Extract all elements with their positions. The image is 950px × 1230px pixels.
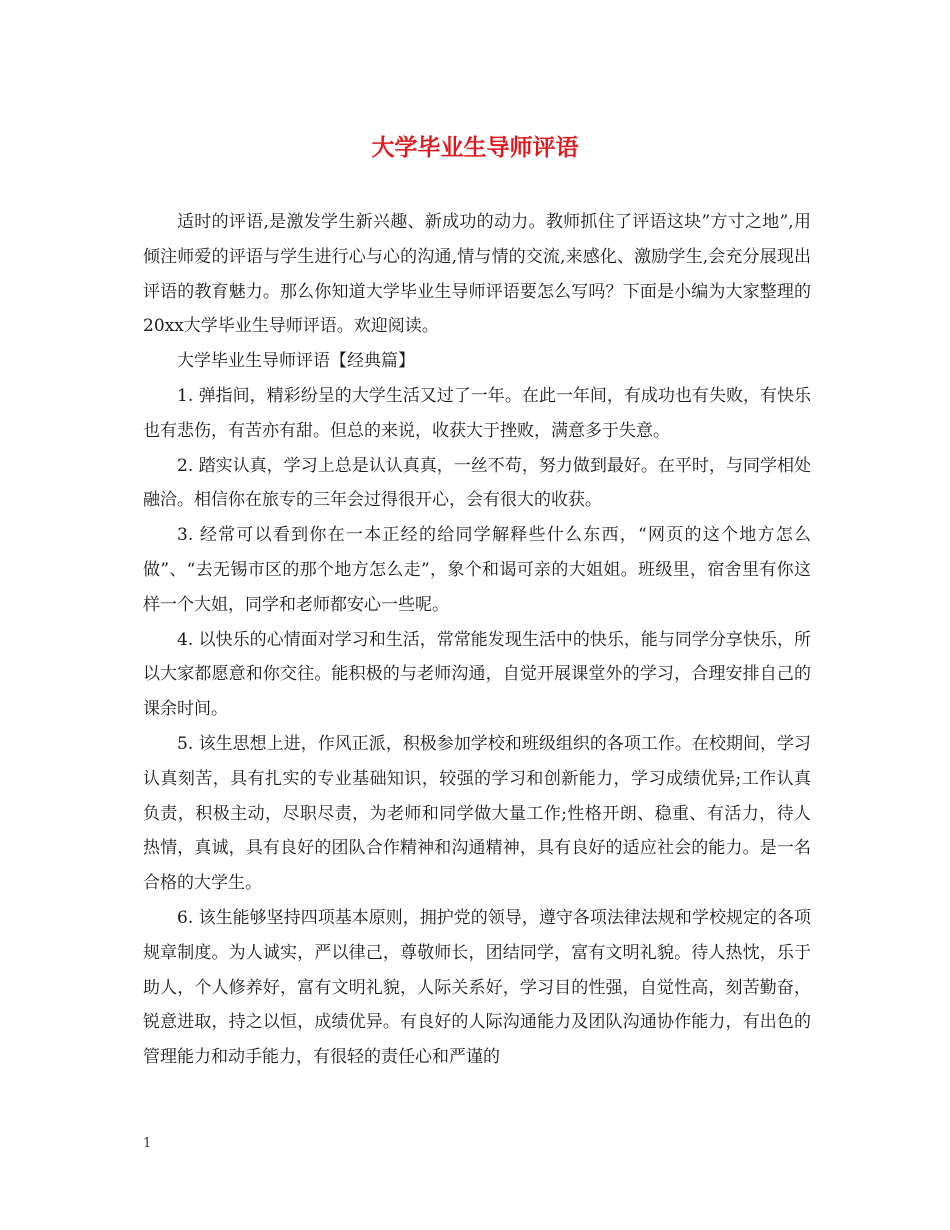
page-title: 大学毕业生导师评语 <box>371 134 579 161</box>
comment-paragraph-4: 4. 以快乐的心情面对学习和生活，常常能发现生活中的快乐，能与同学分享快乐，所以大家都愿意和你交往。能积极的与老师沟通，自觉开展课堂外的学习，合理安排自己的课余时间。 <box>143 629 811 720</box>
page-number: 1 <box>143 1136 152 1151</box>
comment-paragraph-5: 5. 该生思想上进，作风正派，积极参加学校和班级组织的各项工作。在校期间，学习认真刻苦，具有扎实的专业基础知识，较强的学习和创新能力，学习成绩优异;工作认真负责，积极主动，尽职尽责，为老师和同学做大量工作;性格开朗、稳重、有活力，待人热情，真诚，具有良好的团队合作精神和沟通精神，具有良好的适应社会的能力。是一名合格的大学生。 <box>143 733 811 894</box>
comment-paragraph-1: 1. 弹指间，精彩纷呈的大学生活又过了一年。在此一年间，有成功也有失败，有快乐也有悲伤，有苦亦有甜。但总的来说，收获大于挫败，满意多于失意。 <box>143 385 811 441</box>
intro-paragraph: 适时的评语,是激发学生新兴趣、新成功的动力。教师抓住了评语这块”方寸之地”,用倾注师爱的评语与学生进行心与心的沟通,情与情的交流,来感化、激励学生,会充分展现出评语的教育魅力。那么你知道大学毕业生导师评语要怎么写吗？下面是小编为大家整理的20xx大学毕业生导师评语。欢迎阅读。 <box>143 212 811 337</box>
comment-paragraph-2: 2. 踏实认真，学习上总是认认真真，一丝不苟，努力做到最好。在平时，与同学相处融洽。相信你在旅专的三年会过得很开心，会有很大的收获。 <box>143 455 811 511</box>
comment-paragraph-3: 3. 经常可以看到你在一本正经的给同学解释些什么东西，“网页的这个地方怎么做”、“去无锡市区的那个地方怎么走”，象个和谒可亲的大姐姐。班级里，宿舍里有你这样一个大姐，同学和老师都安心一些呢。 <box>143 525 811 615</box>
comment-paragraph-6: 6. 该生能够坚持四项基本原则，拥护党的领导，遵守各项法律法规和学校规定的各项规章制度。为人诚实，严以律己，尊敬师长，团结同学，富有文明礼貌。待人热忱，乐于助人，个人修养好，富有文明礼貌，人际关系好，学习目的性强，自觉性高，刻苦勤奋，锐意进取，持之以恒，成绩优异。有良好的人际沟通能力及团队沟通协作能力，有出色的管理能力和动手能力，有很轻的责任心和严谨的 <box>143 907 811 1068</box>
section-heading: 大学毕业生导师评语【经典篇】 <box>177 351 415 372</box>
document-body <box>143 205 811 1075</box>
